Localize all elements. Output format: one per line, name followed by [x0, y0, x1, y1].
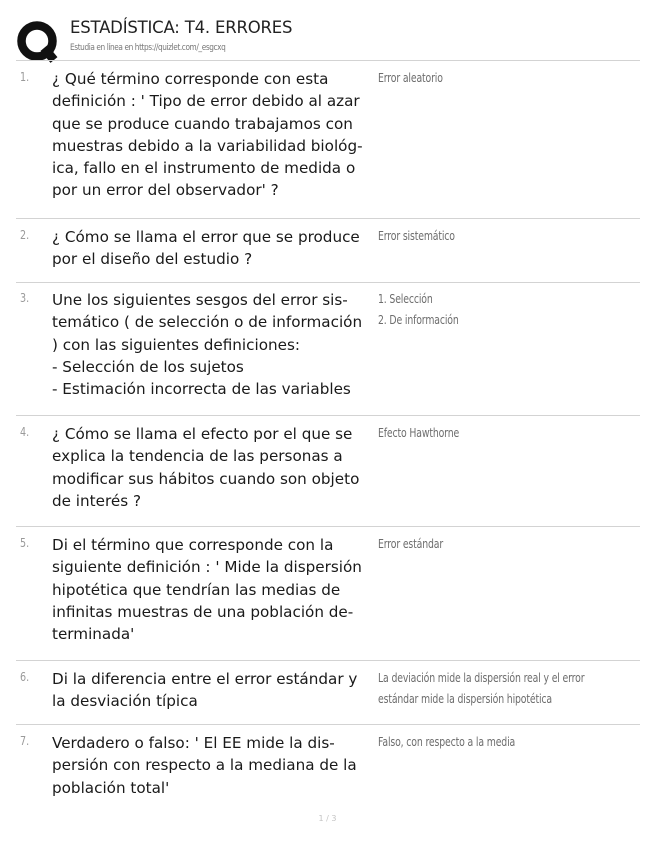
divider — [16, 660, 640, 661]
card-term: ¿ Cómo se llama el error que se produce por el diseño del estudio ? — [52, 228, 360, 269]
card-term: Une los siguientes sesgos del error sis- temático ( de selección o de información ) con las siguientes definiciones: - Selección de los sujetos - Estimación incorrecta de las variables — [52, 291, 363, 399]
page-number: 1 / 3 — [318, 814, 337, 823]
card-number: 2. — [20, 228, 30, 242]
card-number: 6. — [20, 670, 30, 684]
card-term: ¿ Qué término corresponde con esta definición : ' Tipo de error debido al azar que se produce cuando trabajamos con muestras debido a la variabilidad biológ- ica, fallo en el instrumento de medida o por un error del observador' ? — [52, 70, 363, 200]
card-definition: Efecto Hawthorne — [378, 426, 460, 440]
card-definition: Falso, con respecto a la media — [378, 735, 516, 749]
card-term: Di la diferencia entre el error estándar y la desviación típica — [52, 670, 358, 711]
card-number: 4. — [20, 425, 30, 439]
quizlet-logo-icon — [16, 20, 60, 64]
card-number: 3. — [20, 291, 30, 305]
divider — [16, 415, 640, 416]
card-term: Verdadero o falso: ' El EE mide la dis- persión con respecto a la mediana de la población total' — [52, 734, 357, 797]
page-subtitle: Estudia en línea en https://quizlet.com/_esgcxq — [70, 43, 226, 53]
card-definition: Error sistemático — [378, 229, 455, 243]
page-header — [16, 14, 641, 60]
card-number: 5. — [20, 536, 30, 550]
divider — [16, 218, 640, 219]
card-term: ¿ Cómo se llama el efecto por el que se explica la tendencia de las personas a modificar sus hábitos cuando son objeto de interés ? — [52, 425, 360, 510]
card-definition: La deviación mide la dispersión real y el error estándar mide la dispersión hipotética — [378, 671, 585, 706]
card-term: Di el término que corresponde con la siguiente definición : ' Mide la dispersión hipotética que tendrían las medias de infinitas muestras de una población de- terminada' — [52, 536, 362, 644]
card-definition: 1. Selección 2. De información — [378, 292, 459, 327]
card-definition: Error aleatorio — [378, 71, 443, 85]
page-title: ESTADÍSTICA: T4. ERRORES — [70, 18, 293, 37]
divider — [16, 724, 640, 725]
card-number: 7. — [20, 734, 30, 748]
card-definition: Error estándar — [378, 537, 444, 551]
card-number: 1. — [20, 70, 30, 84]
divider — [16, 282, 640, 283]
divider — [16, 60, 640, 61]
divider — [16, 526, 640, 527]
